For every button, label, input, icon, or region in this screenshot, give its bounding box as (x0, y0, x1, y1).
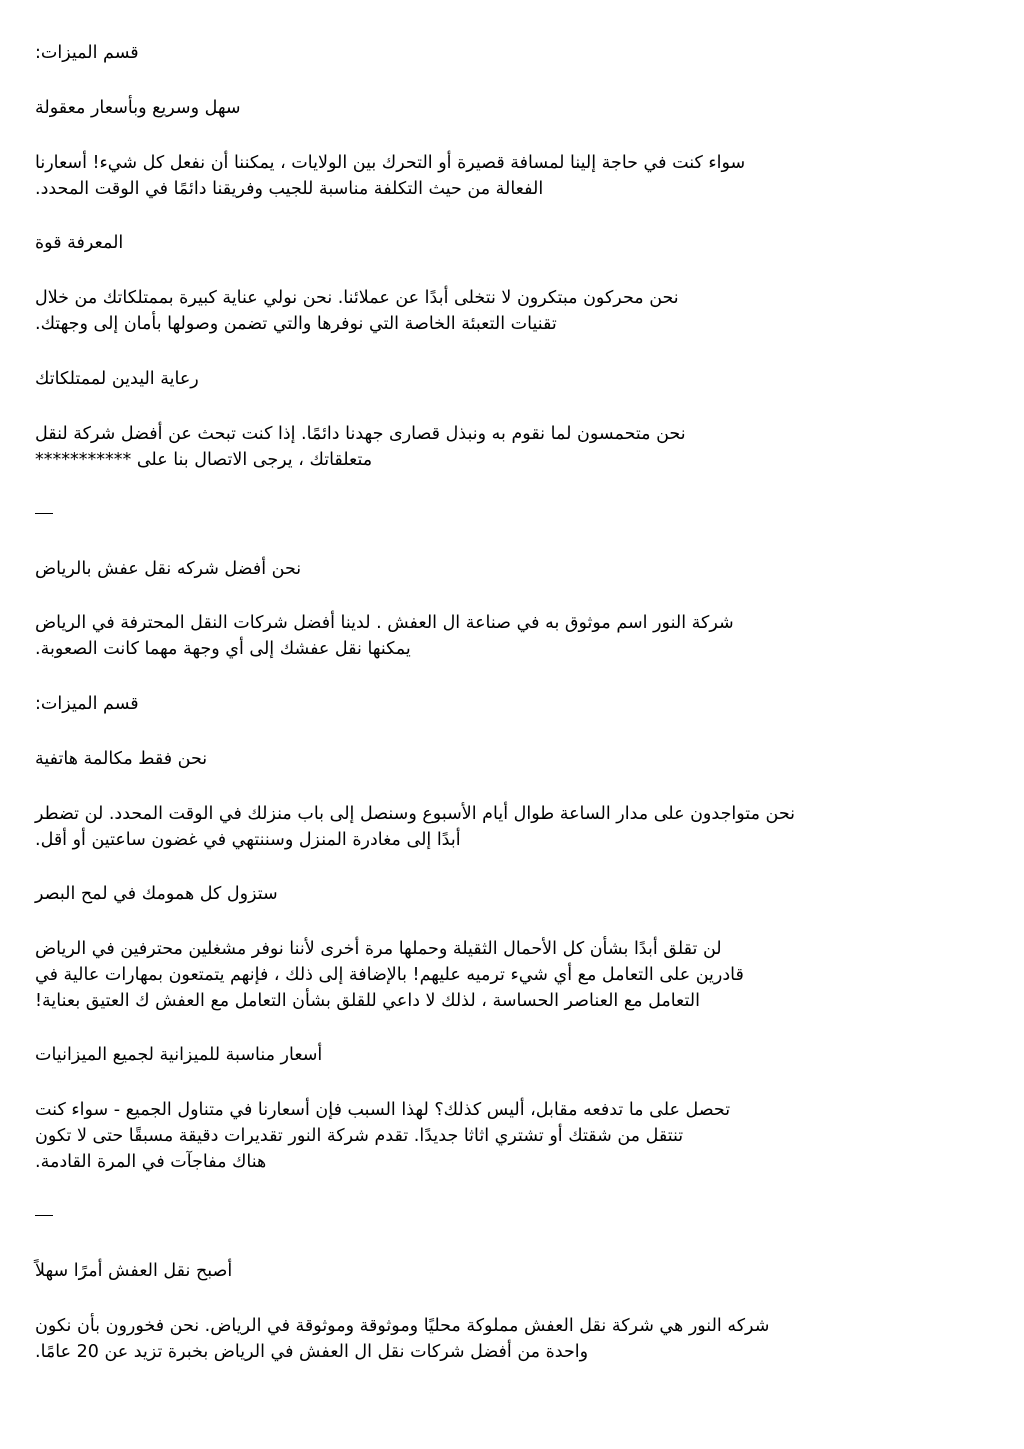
paragraph-1-line-2: الفعالة من حيث التكلفة مناسبة للجيب وفريقنا دائمًا في الوقت المحدد. (35, 179, 544, 199)
heading-just-a-phone-call: نحن فقط مكالمة هاتفية (35, 749, 208, 769)
heading-moving-made-easy: أصبح نقل العفش أمرًا سهلاً (35, 1261, 233, 1281)
paragraph-5-line-1: نحن متواجدون على مدار الساعة طوال أيام الأسبوع وسنصل إلى باب منزلك في الوقت المحدد. لن تضطر (35, 804, 795, 824)
paragraph-8-line-1: شركه النور هي شركة نقل العفش مملوكة محليًا وموثوقة وموثوقة في الرياض. نحن فخورون بأن نكون (35, 1316, 770, 1336)
paragraph-6-line-2: قادرين على التعامل مع أي شيء ترميه عليهم! بالإضافة إلى ذلك ، فإنهم يتمتعون بمهارات عالية في (35, 965, 744, 985)
paragraph-7-line-3: هناك مفاجآت في المرة القادمة. (35, 1152, 267, 1172)
paragraph-2-line-2: تقنيات التعبئة الخاصة التي نوفرها والتي تضمن وصولها بأمان إلى وجهتك. (35, 314, 557, 334)
paragraph-6-line-3: التعامل مع العناصر الحساسة ، لذلك لا داعي للقلق بشأن التعامل مع العفش ك العتيق بعناية! (35, 991, 700, 1011)
paragraph-8-line-2: واحدة من أفضل شركات نقل ال العفش في الرياض بخبرة تزيد عن 20 عامًا. (35, 1342, 589, 1362)
heading-budget-prices: أسعار مناسبة للميزانية لجميع الميزانيات (35, 1045, 323, 1065)
heading-worries-vanish: ستزول كل همومك في لمح البصر (35, 884, 278, 904)
paragraph-5-line-2: أبدًا إلى مغادرة المنزل وسننتهي في غضون ساعتين أو أقل. (35, 830, 461, 850)
section-heading-features-1: قسم الميزات: (35, 43, 139, 63)
heading-knowledge-is-power: المعرفة قوة (35, 233, 124, 253)
paragraph-3-line-2: متعلقاتك ، يرجى الاتصال بنا على *********** (35, 450, 373, 470)
document-page (35, 0, 990, 1449)
paragraph-4-line-2: يمكنها نقل عفشك إلى أي وجهة مهما كانت الصعوبة. (35, 639, 411, 659)
paragraph-6-line-1: لن تقلق أبدًا بشأن كل الأحمال الثقيلة وحملها مرة أخرى لأننا نوفر مشغلين محترفين في الرياض (35, 939, 722, 959)
section-heading-features-2: قسم الميزات: (35, 694, 139, 714)
paragraph-7-line-2: تنتقل من شقتك أو تشتري اثاثا جديدًا. تقدم شركة النور تقديرات دقيقة مسبقًا حتى لا تكون (35, 1126, 684, 1146)
heading-hands-care: رعاية اليدين لممتلكاتك (35, 369, 199, 389)
heading-best-moving-company: نحن أفضل شركه نقل عفش بالرياض (35, 559, 302, 579)
paragraph-2-line-1: نحن محركون مبتكرون لا نتخلى أبدًا عن عملائنا. نحن نولي عناية كبيرة بممتلكاتك من خلال (35, 288, 679, 308)
paragraph-1-line-1: سواء كنت في حاجة إلينا لمسافة قصيرة أو التحرك بين الولايات ، يمكننا أن نفعل كل شيء! أسعارنا (35, 153, 746, 173)
paragraph-7-line-1: تحصل على ما تدفعه مقابل، أليس كذلك؟ لهذا السبب فإن أسعارنا في متناول الجميع - سواء كنت (35, 1100, 731, 1120)
heading-easy-fast-affordable: سهل وسريع وبأسعار معقولة (35, 98, 241, 118)
separator-1 (35, 513, 53, 514)
paragraph-3-line-1: نحن متحمسون لما نقوم به ونبذل قصارى جهدنا دائمًا. إذا كنت تبحث عن أفضل شركة لنقل (35, 424, 686, 444)
separator-2 (35, 1215, 53, 1216)
paragraph-4-line-1: شركة النور اسم موثوق به في صناعة ال العفش . لدينا أفضل شركات النقل المحترفة في الرياض (35, 613, 734, 633)
